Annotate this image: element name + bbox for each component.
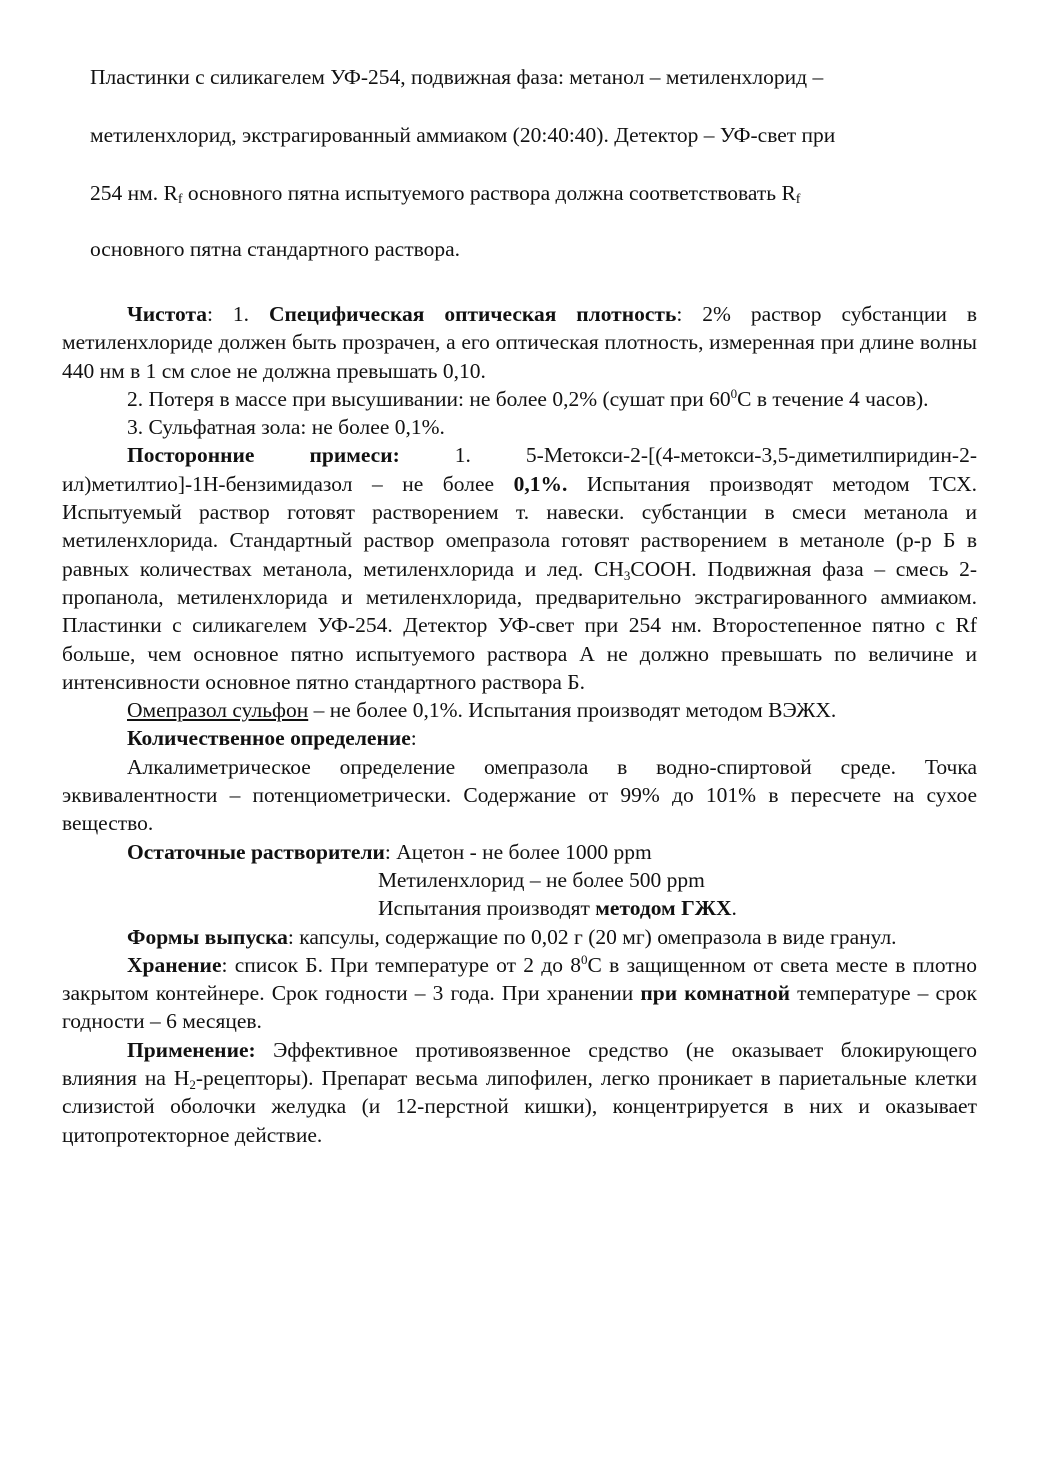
storage-text-c: температуре – срок годности – 6 месяцев. (62, 981, 977, 1034)
application-paragraph (62, 1036, 977, 1149)
purity-num1: : 1. (207, 302, 269, 326)
impurities-text-a: 1. 5-Метокси-2-[(4-метокси-3,5-диметилпиридин-2-ил)метилтио]-1Н-бензимидазол – не более (62, 443, 977, 496)
impurities-limit: 0,1%. (513, 471, 568, 496)
top-line-3-a: 254 нм. R (90, 181, 178, 205)
impurities-text-c: СООН. Подвижная фаза – смесь 2-пропанола, метиленхлорида и метиленхлорида, предварительно экстрагированного аммиаком. Пластинки с силикагелем УФ-254. Детектор УФ-свет при 254 нм. Второстепенное пятно с Rf больше, чем основное пятно испытуемого раствора А не должно превышать по величине и интенсивности основное пятно стандартного раствора Б. (62, 556, 977, 694)
top-line-4: основного пятна стандартного раствора. (90, 237, 461, 261)
purity-paragraph (62, 300, 977, 385)
assay-label: Количественное определение (127, 726, 411, 751)
purity-item-2-a: 2. Потеря в массе при высушивании: не более 0,2% (сушат при 60 (127, 386, 731, 411)
solvents-line-1 (62, 838, 977, 866)
top-line-2: метиленхлорид, экстрагированный аммиаком (20:40:40). Детектор – УФ-свет при (90, 123, 836, 147)
solvents-method-c: . (731, 896, 737, 921)
spec-density-label: Специфическая оптическая плотность (268, 302, 677, 326)
assay-colon: : (410, 726, 417, 751)
storage-degree-sup: 0 (581, 951, 588, 967)
storage-label: Хранение (127, 952, 222, 977)
forms-label: Формы выпуска (127, 924, 288, 949)
solvents-method-b: методом ГЖХ (595, 896, 732, 921)
h2-subscript: 2 (189, 1077, 196, 1093)
solvents-method-a: Испытания производят (378, 896, 596, 921)
spec-density-text: : 2% раствор субстанции в метиленхлориде должен быть прозрачен, а его оптическая плотность, измеренная при длине волны 440 нм в 1 см слое не должна превышать 0,10. (62, 302, 977, 383)
assay-text: Алкалиметрическое определение омепразола в водно-спиртовой среде. Точка эквивалентности – потенциометрически. Содержание от 99% до 101% в пересчете на сухое вещество. (62, 754, 977, 836)
purity-item-2 (62, 385, 977, 413)
rf-subscript-2: f (795, 192, 801, 207)
solvents-acetone: : Ацетон - не более 1000 ppm (384, 839, 652, 864)
top-line-3-b: основного пятна испытуемого раствора должна соответствовать R (182, 181, 796, 205)
solvents-line-3 (62, 894, 977, 922)
solvents-line-2: Метиленхлорид – не более 500 ppm (378, 867, 705, 892)
application-text-a: Эффективное противоязвенное средство (не оказывает блокирующего влияния на Н (62, 1037, 977, 1091)
storage-paragraph (62, 951, 977, 1036)
sulfone-text: – не более 0,1%. Испытания производят методом ВЭЖХ. (308, 698, 837, 723)
storage-text-a: : список Б. При температуре от 2 до 8 (221, 952, 582, 977)
top-line-3 (90, 180, 970, 213)
ch3-subscript: 3 (623, 567, 631, 583)
assay-heading (62, 724, 977, 752)
top-line-1: Пластинки с силикагелем УФ-254, подвижная фаза: метанол – метиленхлорид – (90, 65, 824, 89)
forms-paragraph (62, 923, 977, 951)
forms-text: : капсулы, содержащие по 0,02 г (20 мг) омепразола в виде гранул. (287, 924, 897, 949)
impurities-text-b: Испытания производят методом ТСХ. Испытуемый раствор готовят растворением т. навески. субстанции в смеси метанола и метиленхлорида. Стандартный раствор омепразола готовят растворением в метаноле (р-р Б в равных количествах метанола, метиленхлорида и лед. СН (62, 471, 977, 581)
main-text (62, 300, 977, 1149)
solvents-label: Остаточные растворители (127, 839, 385, 864)
degree-sup: 0 (730, 385, 738, 401)
storage-text-b: С в защищенном от света месте в плотно закрытом контейнере. Срок годности – 3 года. При хранении (62, 952, 977, 1006)
sulfone-label: Омепразол сульфон (127, 698, 309, 723)
application-label: Применение: (127, 1037, 256, 1062)
sulfone-paragraph (62, 696, 977, 724)
impurities-label: Посторонние примеси: (127, 443, 400, 468)
purity-label: Чистота (127, 302, 208, 326)
rf-subscript: f (177, 192, 183, 207)
purity-item-3: 3. Сульфатная зола: не более 0,1%. (127, 415, 445, 440)
application-text-b: -рецепторы). Препарат весьма липофилен, легко проникает в париетальные клетки слизистой оболочки желудка (и 12-перстной кишки), концентрируется в них и оказывает цитопротекторное действие. (62, 1066, 977, 1147)
purity-item-2-b: С в течение 4 часов). (737, 386, 929, 411)
storage-bold: при комнатной (640, 981, 790, 1006)
impurities-paragraph (62, 441, 977, 696)
